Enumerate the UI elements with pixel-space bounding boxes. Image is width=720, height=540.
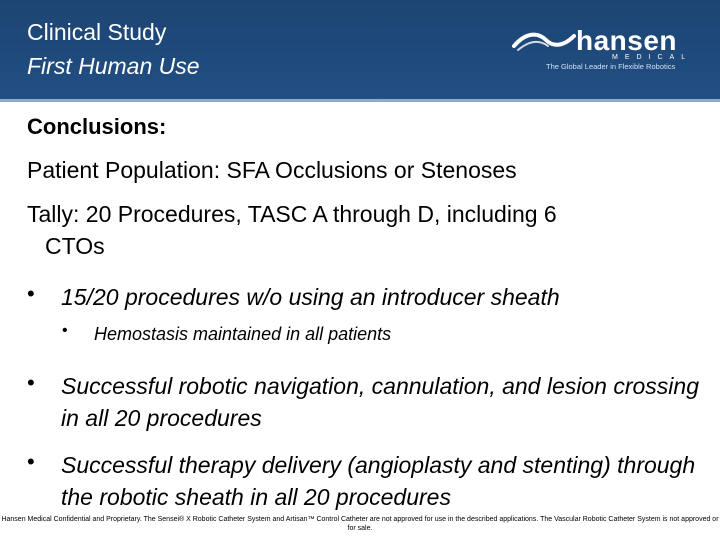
bullet-marker: • [27,281,35,306]
slide-title-line2: First Human Use [27,53,200,79]
bullet-marker: • [27,370,35,395]
logo-tagline: The Global Leader in Flexible Robotics [546,62,676,71]
tally-text-line2: CTOs [45,233,105,259]
sub-bullet-text: Hemostasis maintained in all patients [94,324,392,344]
section-heading: Conclusions: [27,114,167,139]
slide-header [0,0,720,101]
logo-wordmark: hansen [576,25,678,56]
patient-population-text: Patient Population: SFA Occlusions or Stenoses [27,157,517,183]
bullet-text: 15/20 procedures w/o using an introducer sheath [61,284,560,310]
bullet-text: Successful therapy delivery (angioplasty and stenting) through the robotic sheath in all 20 procedures [61,452,696,510]
bullet-item [27,370,720,434]
hansen-medical-logo [512,24,692,74]
bullet-text: Successful robotic navigation, cannulation, and lesion crossing in all 20 procedures [61,373,699,431]
tally-text-line1: Tally: 20 Procedures, TASC A through D, including 6 [27,201,557,227]
logo-subtitle: MEDICAL [612,54,693,61]
sub-bullet-marker: • [62,322,68,339]
swoosh-icon [512,28,576,54]
header-divider [0,99,720,102]
sub-bullet-item [62,322,391,346]
bullet-marker: • [27,449,35,474]
bullet-item [27,449,720,513]
confidentiality-footer: Hansen Medical Confidential and Proprietary. The Sensei® X Robotic Catheter System and Artisan™ Control Catheter are not approved for use in the described applications. The Vascular Robotic Catheter System is not approved or for sale. [1,516,719,532]
bullet-item [27,281,560,313]
slide-title-line1: Clinical Study [27,19,167,45]
